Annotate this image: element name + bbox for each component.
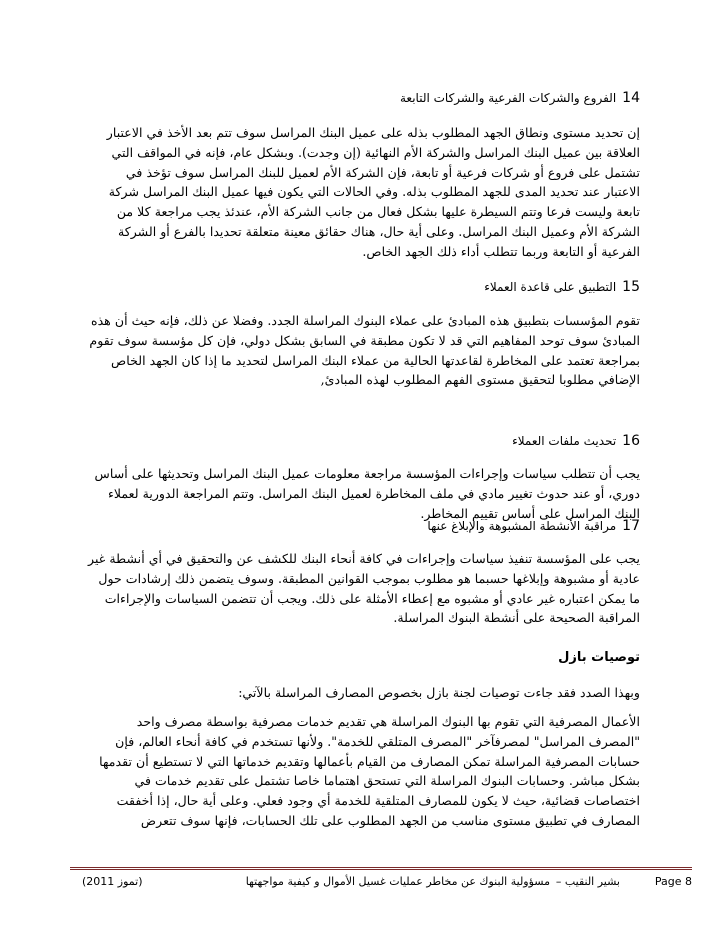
paragraph-line: تقوم المؤسسات بتطبيق هذه المبادئ على عملاء البنوك المراسلة الجدد. وفضلا عن ذلك، فإنه حيث أن هذه <box>90 313 640 328</box>
paragraph-line: الشركة الأم وعميل البنك المراسل. وعلى أية حال، هناك حقائق معينة متعلقة تحديدا بالفرع أو الشركة <box>117 223 640 239</box>
paragraph-line: تابعة وليست فرعا وتتم السيطرة عليها بشكل فعال من جانب الشركة الأم، عندئذ يجب مراجعة كلا من <box>116 204 640 220</box>
section-16-heading <box>512 433 640 449</box>
page-number: Page 8 <box>654 875 692 888</box>
paragraph-line: المراقبة الصحيحة على أنشطة البنوك المراسلة. <box>393 610 640 626</box>
paragraph-line: عادية أو مشبوهة وإبلاغها حسبما هو مطلوب بموجب القوانين المطبقة. وسوف يتضمن ذلك إرشادات حول <box>98 570 640 586</box>
section-15-title: التطبيق على قاعدة العملاء <box>484 280 617 294</box>
section-14-number: 14 <box>622 90 640 106</box>
paragraph-line: بمراجعة تعتمد على المخاطرة لقاعدتها الحالية من عملاء البنك المراسل لتحديد ما إذا كان الجهد الخاص <box>111 352 640 368</box>
paragraph-line: الأعمال المصرفية التي تقوم بها البنوك المراسلة هي تقديم خدمات مصرفية بواسطة مصرف واحد <box>136 714 640 729</box>
paragraph-line: "المصرف المراسل" لمصرفآخر "المصرف المتلقي للخدمة". ولأنها تستخدم في كافة أنحاء العالم، فإن <box>115 733 640 749</box>
footer-date: (تموز 2011) <box>82 875 143 888</box>
basel-intro <box>64 683 640 703</box>
section-16-title: تحديث ملفات العملاء <box>512 434 617 448</box>
paragraph-line: يجب على المؤسسة تنفيذ سياسات وإجراءات في كافة أنحاء البنك للكشف عن والتحقيق في أي أنشطة غير <box>88 551 640 566</box>
section-14-title: الفروع والشركات الفرعية والشركات التابعة <box>399 91 617 105</box>
page-footer <box>70 874 692 890</box>
paragraph-line: دوري، أو عند حدوث تغيير مادي في ملف المخاطرة لعميل البنك المراسل. وتتم المراجعة الدورية لعملاء <box>107 485 640 501</box>
paragraph-line: الاعتبار عند تحديد المدى للجهد المطلوب بذله. وفي الحالات التي يكون فيها عميل البنك المراسل شركة <box>108 184 640 200</box>
paragraph-line: البنك المراسل على أساس تقييم المخاطر. <box>420 505 640 521</box>
footer-author: بشير النقيب – <box>555 875 620 888</box>
paragraph-line: يجب أن تتطلب سياسات وإجراءات المؤسسة مراجعة معلومات عميل البنك المراسل وتحديثها على أساس <box>94 466 640 481</box>
paragraph-line: تشتمل على فروع أو شركات فرعية أو تابعة، فإن الشركة الأم لعميل للبنك المراسل سوف تؤخذ في <box>125 164 640 180</box>
footer-title: مسؤولية البنوك عن مخاطر عمليات غسيل الأموال و كيفية مواجهتها <box>245 875 550 888</box>
section-14-paragraph <box>106 123 640 262</box>
section-17-paragraph <box>70 549 640 628</box>
section-16-number: 16 <box>622 433 640 449</box>
section-14-heading <box>400 90 640 106</box>
section-15-heading <box>484 279 640 295</box>
section-17-number: 17 <box>622 518 640 534</box>
paragraph-line: المصارف في تطبيق مستوى مناسب من الجهد المطلوب على تلك الحسابات، فإنها سوف تتعرض <box>140 812 640 828</box>
paragraph-line: الإضافي مطلوبا لتحقيق مستوى الفهم المطلوب لهذه المبادئ, <box>320 372 640 388</box>
paragraph-line: اختصاصات قضائية، حيث لا يكون للمصارف المتلقية للخدمة أي وجود فعلي. وعلى أية حال، إذا أخفقت <box>116 793 640 809</box>
basel-heading: توصيات بازل <box>558 650 640 665</box>
section-15-number: 15 <box>622 279 640 295</box>
paragraph-line: إن تحديد مستوى ونطاق الجهد المطلوب بذله على عميل البنك المراسل سوف تتم بعد الأخذ في الاعتبار <box>106 125 640 140</box>
paragraph-line: المبادئ سوف توحد المفاهيم التي قد لا تكون مطبقة في السابق بشكل دولي، فإن كل مؤسسة سوف تقوم <box>89 332 640 348</box>
paragraph-line: العلاقة بين عميل البنك المراسل والشركة الأم النهائية (إن وجدت). وبشكل عام، فإنه في المواقف التي <box>111 144 640 160</box>
section-17-title: مراقبة الأنشطة المشبوهة والإبلاغ عنها <box>427 519 617 533</box>
paragraph-line: بشكل مباشر. وحسابات البنوك المراسلة التي تستحق اهتماما خاصا تشتمل على تقديم خدمات في <box>134 773 640 789</box>
section-15-paragraph <box>64 311 640 390</box>
section-17-heading <box>427 518 640 534</box>
paragraph-line: ما يمكن اعتباره غير عادي أو مشبوه مع إعطاء الأمثلة على ذلك. ويجب أن تتضمن السياسات والإجراءات <box>104 590 640 606</box>
basel-intro-line: وبهذا الصدد فقد جاءت توصيات لجنة بازل بخصوص المصارف المراسلة بالآتي: <box>238 685 640 700</box>
footer-divider <box>70 867 692 870</box>
basel-paragraph <box>64 712 640 831</box>
section-16-paragraph <box>92 464 640 523</box>
paragraph-line: الفرعية أو التابعة وربما تتطلب أداء ذلك الجهد الخاص. <box>362 243 640 259</box>
paragraph-line: حسابات المصرفية المراسلة تمكن المصارف من القيام بأعمالها وتقديم خدماتها التي لا تستطيع أن تقدمها <box>99 753 640 769</box>
